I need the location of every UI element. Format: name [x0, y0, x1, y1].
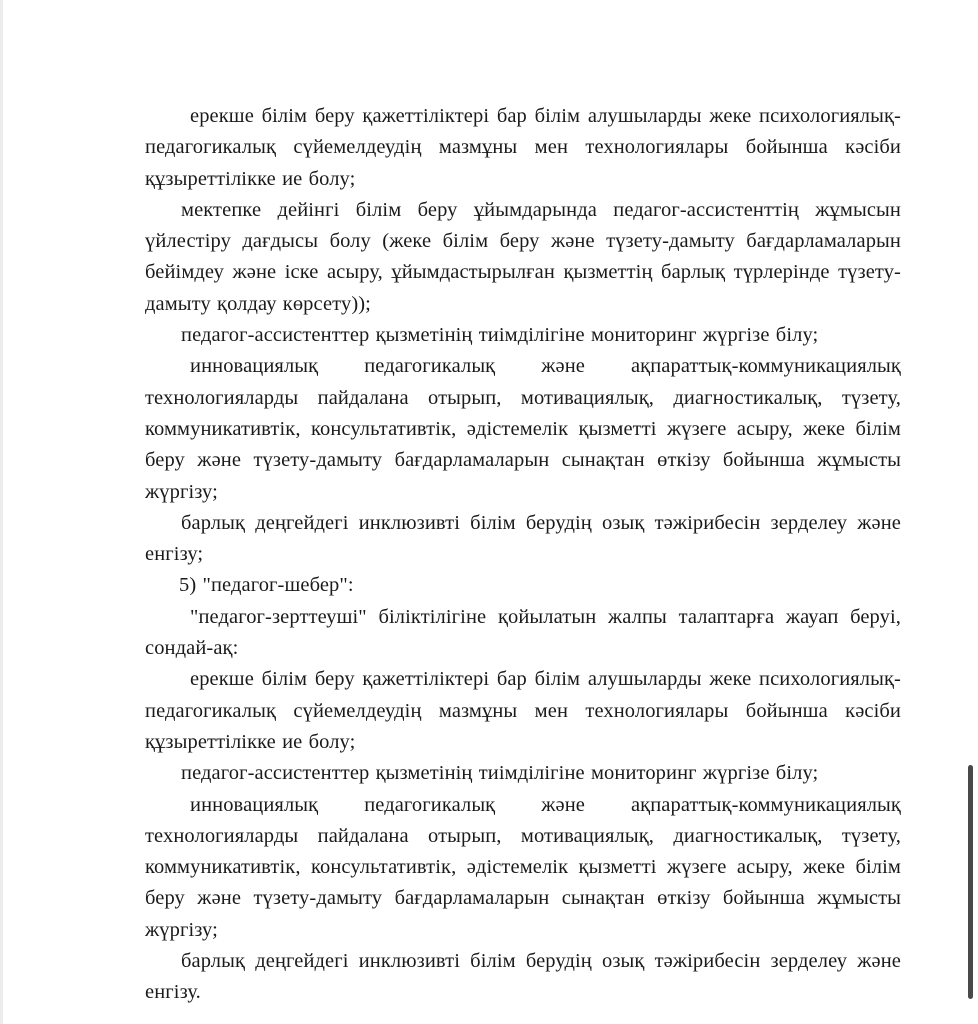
paragraph-11: барлық деңгейдегі инклюзивті білім берудің озық тәжірибесін зерделеу және енгізу. [145, 950, 901, 1004]
paragraph-4: инновациялық педагогикалық және ақпараттық-коммуникациялық технологияларды пайдалана отырып, мотивациялық, диагностикалық, түзету, коммуникативтік, консультативтік, әдістемелік қызметті жүзеге асыру, жеке білім беру және түзету-дамыту бағдарламаларын сынақтан өткізу бойынша жұмысты жүргізу; [145, 355, 901, 503]
paragraph-6-heading: 5) "педагог-шебер": [179, 574, 354, 597]
vertical-scrollbar[interactable] [968, 765, 973, 999]
paragraph-10: инновациялық педагогикалық және ақпараттық-коммуникациялық технологияларды пайдалана отырып, мотивациялық, диагностикалық, түзету, коммуникативтік, консультативтік, әдістемелік қызметті жүзеге асыру, жеке білім беру және түзету-дамыту бағдарламаларын сынақтан өткізу бойынша жұмысты жүргізу; [145, 793, 901, 941]
document-body [145, 101, 901, 1009]
paragraph-8: ерекше білім беру қажеттіліктері бар білім алушыларды жеке психологиялық-педагогикалық сүйемелдеудің мазмұны мен технологиялары бойынша кәсіби құзыреттілікке ие болу; [145, 668, 901, 753]
paragraph-9: педагог-ассистенттер қызметінің тиімділігіне мониторинг жүргізе білу; [181, 762, 819, 785]
paragraph-3: педагог-ассистенттер қызметінің тиімділігіне мониторинг жүргізе білу; [181, 324, 819, 347]
paragraph-7: "педагог-зерттеуші" біліктілігіне қойылатын жалпы талаптарға жауап беруі, сондай-ақ: [145, 605, 901, 660]
page-edge [0, 0, 3, 1024]
paragraph-5: барлық деңгейдегі инклюзивті білім берудің озық тәжірибесін зерделеу және енгізу; [145, 511, 901, 566]
paragraph-1: ерекше білім беру қажеттіліктері бар білім алушыларды жеке психологиялық-педагогикалық сүйемелдеудің мазмұны мен технологиялары бойынша кәсіби құзыреттілікке ие болу; [145, 105, 901, 190]
paragraph-2: мектепке дейінгі білім беру ұйымдарында педагог-ассистенттің жұмысын үйлестіру дағдысы болу (жеке білім беру және түзету-дамыту бағдарламаларын бейімдеу және іске асыру, ұйымдастырылған қызметтің барлық түрлерінде түзету-дамыту қолдау көрсету)); [145, 198, 901, 315]
